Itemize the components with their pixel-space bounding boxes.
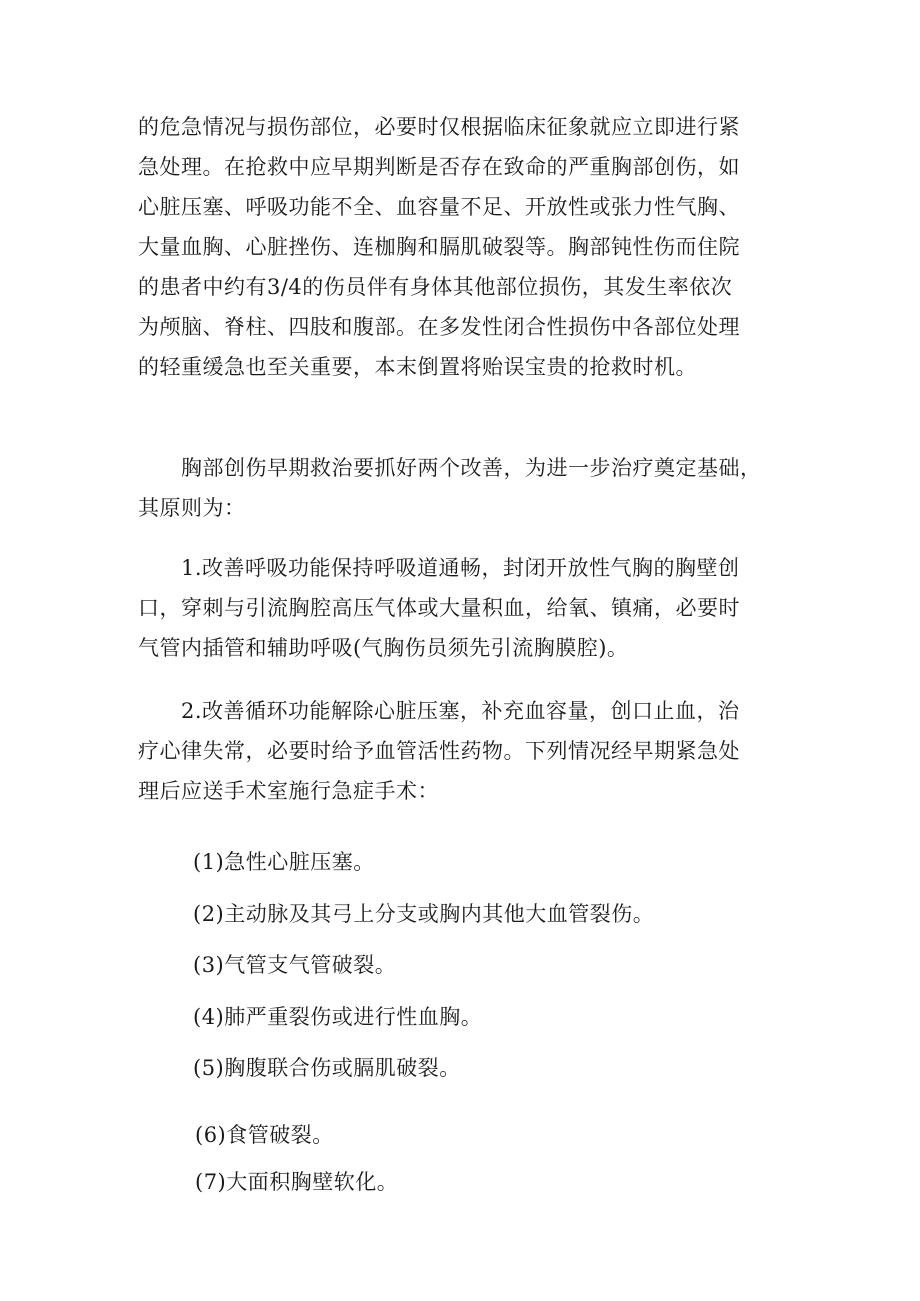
- list-item: (4)肺严重裂伤或进行性血胸。: [193, 1005, 483, 1029]
- text-line: 理后应送手术室施行急症手术：: [138, 779, 439, 803]
- text-line: 的危急情况与损伤部位，必要时仅根据临床征象就应立即进行紧: [138, 115, 740, 139]
- list-item: (2)主动脉及其弓上分支或胸内其他大血管裂伤。: [193, 902, 655, 926]
- text-line: 2.改善循环功能解除心脏压塞，补充血容量，创口止血，治: [138, 699, 740, 723]
- text-line: 的轻重缓急也至关重要，本末倒置将贻误宝贵的抢救时机。: [138, 355, 697, 379]
- text-line: 大量血胸、心脏挫伤、连枷胸和膈肌破裂等。胸部钝性伤而住院: [138, 235, 740, 259]
- paragraph-respiratory: [138, 548, 790, 668]
- list-item: (6)食管破裂。: [195, 1123, 334, 1147]
- text-line: 口，穿刺与引流胸腔高压气体或大量积血，给氧、镇痛，必要时: [138, 596, 740, 620]
- text-line: 1.改善呼吸功能保持呼吸道通畅，封闭开放性气胸的胸壁创: [138, 556, 740, 580]
- text-line: 气管内插管和辅助呼吸(气胸伤员须先引流胸膜腔)。: [138, 636, 629, 660]
- text-line: 疗心律失常，必要时给予血管活性药物。下列情况经早期紧急处: [138, 739, 740, 763]
- list-item: (5)胸腹联合伤或膈肌破裂。: [193, 1056, 461, 1080]
- paragraph-circulatory: [138, 691, 790, 811]
- text-line: 急处理。在抢救中应早期判断是否存在致命的严重胸部创伤，如: [138, 155, 740, 179]
- text-line: 其原则为：: [138, 496, 246, 520]
- list-item: (1)急性心脏压塞。: [193, 850, 375, 874]
- text-line: 心脏压塞、呼吸功能不全、血容量不足、开放性或张力性气胸、: [138, 195, 740, 219]
- text-line: 的患者中约有3/4的伤员伴有身体其他部位损伤，其发生率依次: [138, 275, 733, 299]
- text-line: 胸部创伤早期救治要抓好两个改善，为进一步治疗奠定基础，: [138, 456, 762, 480]
- text-line: 为颅脑、脊柱、四肢和腹部。在多发性闭合性损伤中各部位处理: [138, 315, 740, 339]
- paragraph-injury-assessment: [138, 107, 790, 387]
- list-item: (3)气管支气管破裂。: [193, 953, 397, 977]
- list-item: (7)大面积胸壁软化。: [195, 1170, 399, 1194]
- paragraph-principles-intro: [138, 448, 790, 528]
